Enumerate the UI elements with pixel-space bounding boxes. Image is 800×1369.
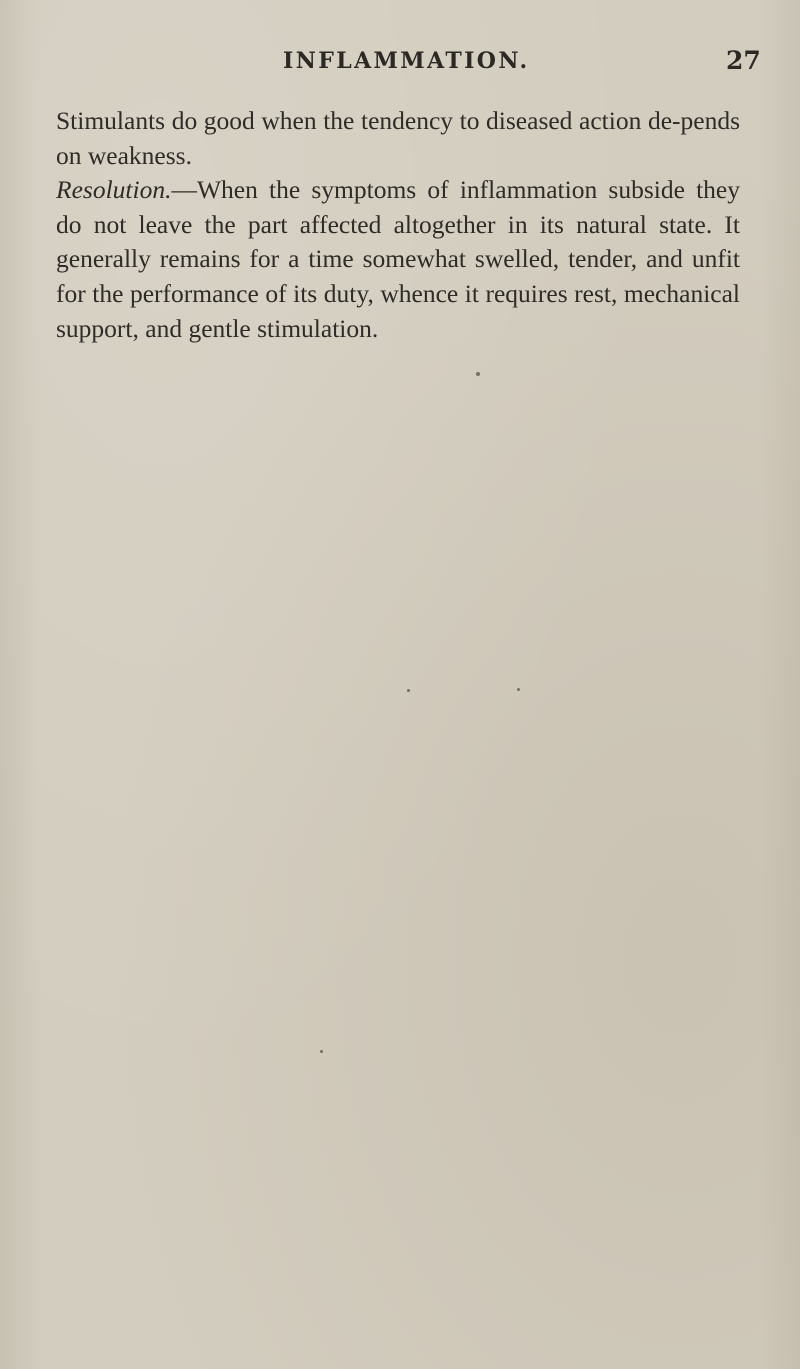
paragraph-resolution xyxy=(56,173,740,346)
paper-speck xyxy=(407,689,410,692)
paper-speck xyxy=(476,372,480,376)
paragraph-resolution-text: When the symptoms of inflammation subside they do not leave the part affected altogether in its natural state. It generally remains for a time somewhat swelled, tender, and unfit for the performance of its duty, whence it requires rest, mechanical support, and gentle stimulation. xyxy=(56,175,740,343)
running-title: INFLAMMATION. xyxy=(283,48,530,74)
page-number: 27 xyxy=(726,46,761,75)
text-body xyxy=(56,104,740,346)
running-head xyxy=(0,48,800,84)
paper-speck xyxy=(320,1050,323,1053)
em-dash: — xyxy=(171,175,197,205)
paragraph-stimulants: Stimulants do good when the tendency to diseased action de-pends on weakness. xyxy=(56,106,740,170)
paper-speck xyxy=(517,688,520,691)
run-in-heading: Resolution. xyxy=(56,175,172,205)
